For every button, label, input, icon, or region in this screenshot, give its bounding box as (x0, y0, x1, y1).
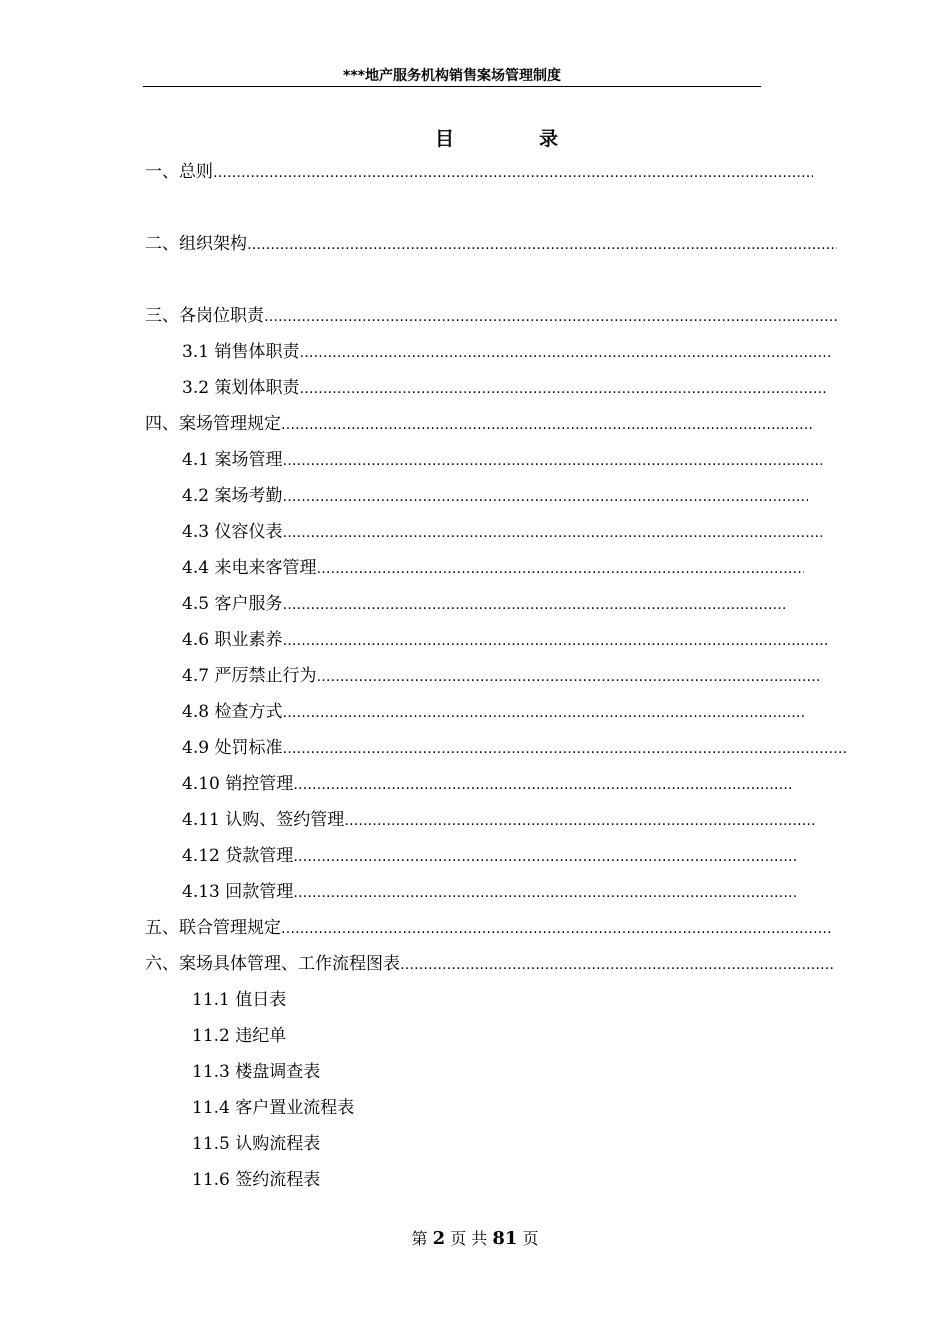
page-footer (0, 1226, 950, 1249)
leader-dots (281, 413, 813, 437)
toc-entry[interactable]: 4.5 客户服务 …………………………………………………………………………………………………………………………………………………………………………………………………………………………………………… (182, 592, 788, 617)
leader-dots (299, 377, 828, 401)
leader-dots (316, 557, 804, 581)
toc-entry[interactable]: 4.1 案场管理 …………………………………………………………………………………………………………………………………………………………………………………………………………………………………………… (182, 448, 822, 473)
leader-dots (282, 521, 822, 545)
leader-dots (344, 809, 814, 833)
toc-entry[interactable]: 3.2 策划体职责 …………………………………………………………………………………………………………………………………………………………………………………………………………………………………………… (182, 376, 828, 401)
toc-appendix-item[interactable]: 11.3 楼盘调查表 (192, 1062, 321, 1082)
toc-entry[interactable]: 4.11 认购、签约管理 …………………………………………………………………………………………………………………………………………………………………………………………………………………………………………… (182, 808, 814, 833)
toc-entry[interactable]: 4.4 来电来客管理 …………………………………………………………………………………………………………………………………………………………………………………………………………………………………………… (182, 556, 804, 581)
header-rule (143, 86, 761, 87)
leader-dots (293, 845, 798, 869)
leader-dots (400, 953, 833, 977)
footer-suffix: 页 (522, 1229, 539, 1248)
toc-entry[interactable]: 4.10 销控管理 …………………………………………………………………………………………………………………………………………………………………………………………………………………………………………… (182, 772, 794, 797)
leader-dots (293, 773, 794, 797)
leader-dots (282, 593, 788, 617)
toc-entry[interactable]: 二、组织架构 …………………………………………………………………………………………………………………………………………………………………………………………………………………………………………… (145, 232, 837, 257)
toc-appendix-item[interactable]: 11.2 违纪单 (192, 1026, 287, 1046)
leader-dots (282, 737, 848, 761)
footer-page-number: 2 (432, 1228, 446, 1249)
footer-prefix: 第 (411, 1229, 428, 1248)
toc-entry[interactable]: 3.1 销售体职责 …………………………………………………………………………………………………………………………………………………………………………………………………………………………………………… (182, 340, 832, 365)
toc-entry[interactable]: 4.12 贷款管理 …………………………………………………………………………………………………………………………………………………………………………………………………………………………………………… (182, 844, 798, 869)
leader-dots (213, 161, 813, 185)
toc-title-right: 录 (539, 128, 559, 150)
toc-appendix-item[interactable]: 11.6 签约流程表 (192, 1170, 321, 1190)
toc-entry[interactable]: 四、案场管理规定 …………………………………………………………………………………………………………………………………………………………………………………………………………………………………………… (145, 412, 813, 437)
toc-title-left: 目 (435, 128, 455, 150)
toc-entry[interactable]: 4.6 职业素养 …………………………………………………………………………………………………………………………………………………………………………………………………………………………………………… (182, 628, 828, 653)
toc-entry[interactable]: 4.2 案场考勤 …………………………………………………………………………………………………………………………………………………………………………………………………………………………………………… (182, 484, 808, 509)
leader-dots (281, 917, 833, 941)
toc-appendix-item[interactable]: 11.4 客户置业流程表 (192, 1098, 355, 1118)
toc-appendix-item[interactable]: 11.1 值日表 (192, 990, 287, 1010)
toc-entry[interactable]: 一、总则 …………………………………………………………………………………………………………………………………………………………………………………………………………………………………………… (145, 160, 813, 185)
toc-entry[interactable]: 4.13 回款管理 …………………………………………………………………………………………………………………………………………………………………………………………………………………………………………… (182, 880, 798, 905)
leader-dots (293, 881, 798, 905)
toc-entry[interactable]: 4.9 处罚标准 …………………………………………………………………………………………………………………………………………………………………………………………………………………………………………… (182, 736, 848, 761)
toc-appendix-item[interactable]: 11.5 认购流程表 (192, 1134, 321, 1154)
toc-entry[interactable]: 六、案场具体管理、工作流程图表 …………………………………………………………………………………………………………………………………………………………………………………………………………………………………………… (145, 952, 833, 977)
toc-entry[interactable]: 三、各岗位职责 …………………………………………………………………………………………………………………………………………………………………………………………………………………………………………… (145, 304, 837, 329)
leader-dots (282, 701, 804, 725)
leader-dots (282, 629, 828, 653)
footer-total-pages: 81 (492, 1228, 518, 1249)
toc-entry[interactable]: 4.7 严厉禁止行为 …………………………………………………………………………………………………………………………………………………………………………………………………………………………………………… (182, 664, 822, 689)
toc-entry[interactable]: 4.8 检查方式 …………………………………………………………………………………………………………………………………………………………………………………………………………………………………………… (182, 700, 804, 725)
leader-dots (282, 449, 822, 473)
toc-entry[interactable]: 4.3 仪容仪表 …………………………………………………………………………………………………………………………………………………………………………………………………………………………………………… (182, 520, 822, 545)
leader-dots (299, 341, 832, 365)
toc-entry[interactable]: 五、联合管理规定 …………………………………………………………………………………………………………………………………………………………………………………………………………………………………………… (145, 916, 833, 941)
footer-mid: 页 共 (450, 1229, 488, 1248)
running-header: ***地产服务机构销售案场管理制度 (343, 68, 561, 84)
leader-dots (247, 233, 837, 257)
leader-dots (264, 305, 837, 329)
leader-dots (316, 665, 822, 689)
leader-dots (282, 485, 808, 509)
